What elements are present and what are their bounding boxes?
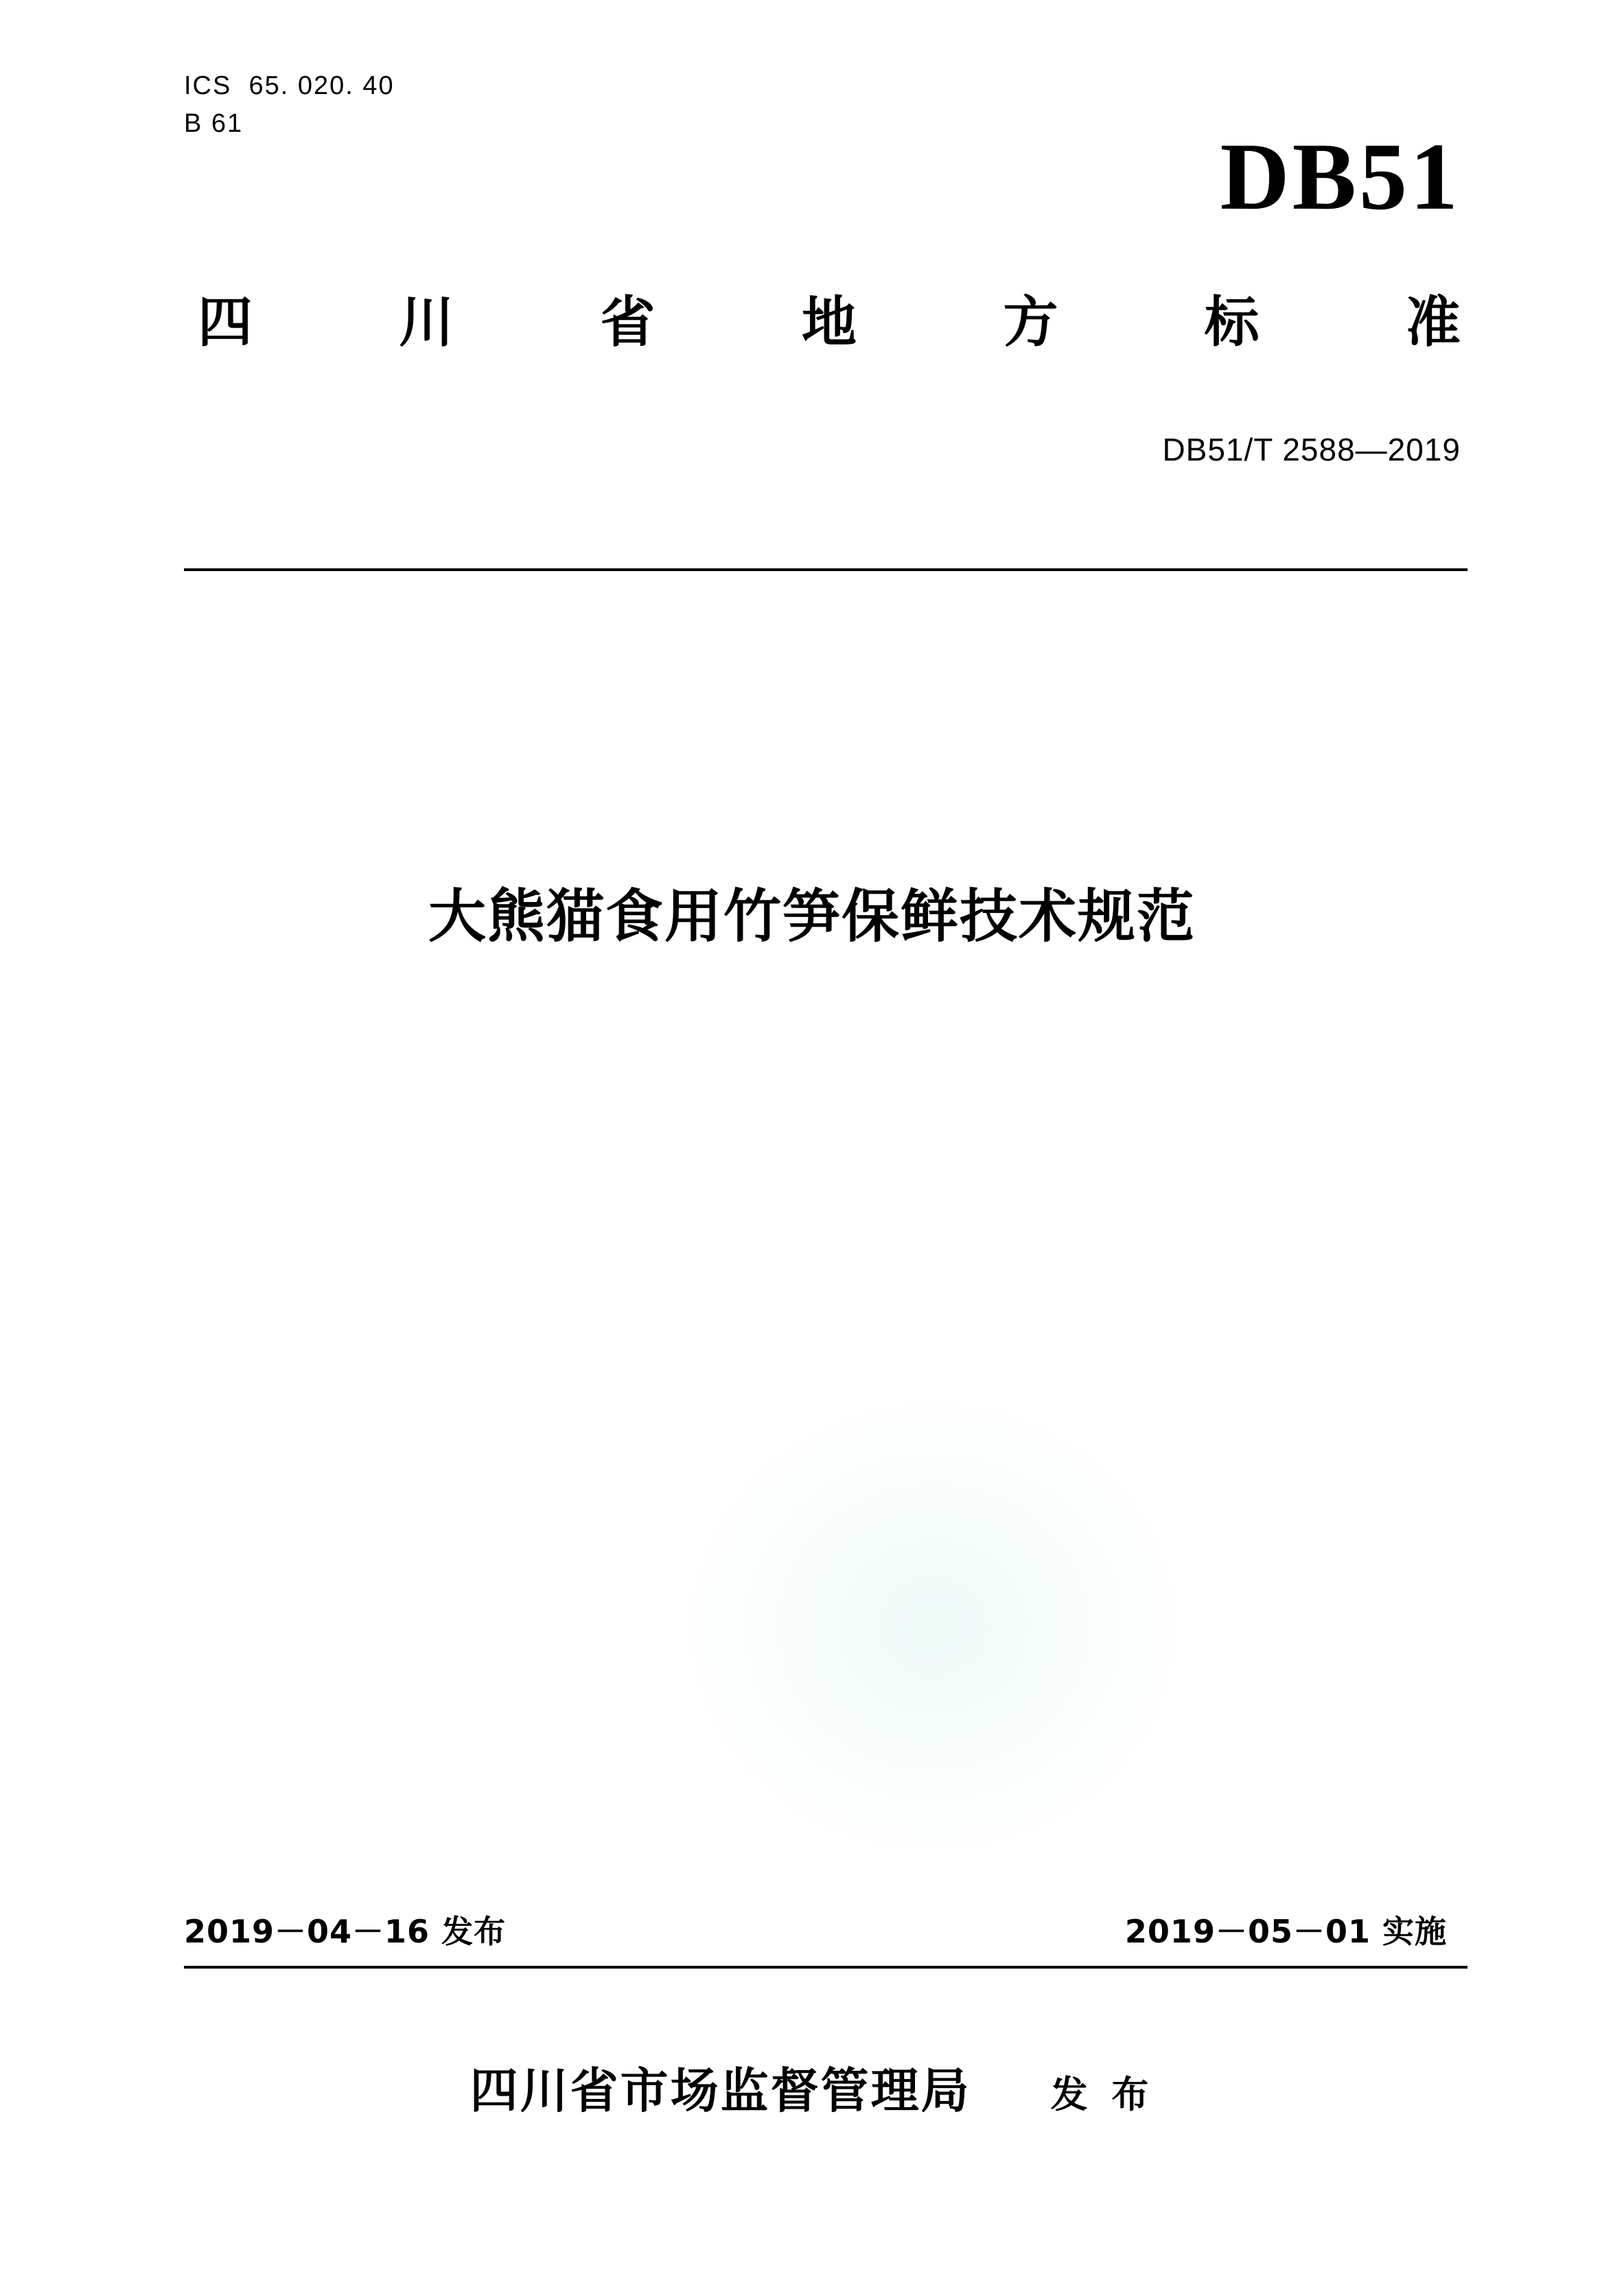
issuer-row — [0, 2052, 1624, 2122]
standard-type-char-2: 省 — [600, 290, 656, 354]
date-row — [184, 1907, 1468, 1952]
standard-type-char-6: 准 — [1405, 290, 1461, 354]
standard-type-char-5: 标 — [1204, 290, 1260, 354]
divider-bottom — [184, 1966, 1468, 1969]
page-title: 大熊猫食用竹笋保鲜技术规范 — [428, 883, 1196, 950]
issue-date: 2019－04－16 发布 — [184, 1913, 507, 1950]
standard-number: DB51/T 2588—2019 — [1162, 432, 1461, 467]
standard-type-char-0: 四 — [198, 290, 253, 354]
classification-codes — [184, 67, 395, 143]
issuer-name: 四川省市场监督管理局 — [469, 2063, 971, 2119]
standard-type-heading — [184, 290, 1468, 354]
standard-type-char-1: 川 — [399, 290, 454, 354]
divider-top — [184, 568, 1468, 571]
standard-type-char-4: 方 — [1003, 290, 1058, 354]
ics-code: ICS 65. 020. 40 — [184, 71, 395, 100]
standard-mark: DB51 — [1220, 124, 1461, 230]
standard-type-char-3: 地 — [801, 290, 857, 354]
issuer-action: 发 布 — [1050, 2073, 1155, 2116]
implement-date: 2019－05－01 实施 — [1124, 1913, 1447, 1950]
classification-code: B 61 — [184, 109, 244, 139]
background-tint — [673, 1387, 1194, 1867]
